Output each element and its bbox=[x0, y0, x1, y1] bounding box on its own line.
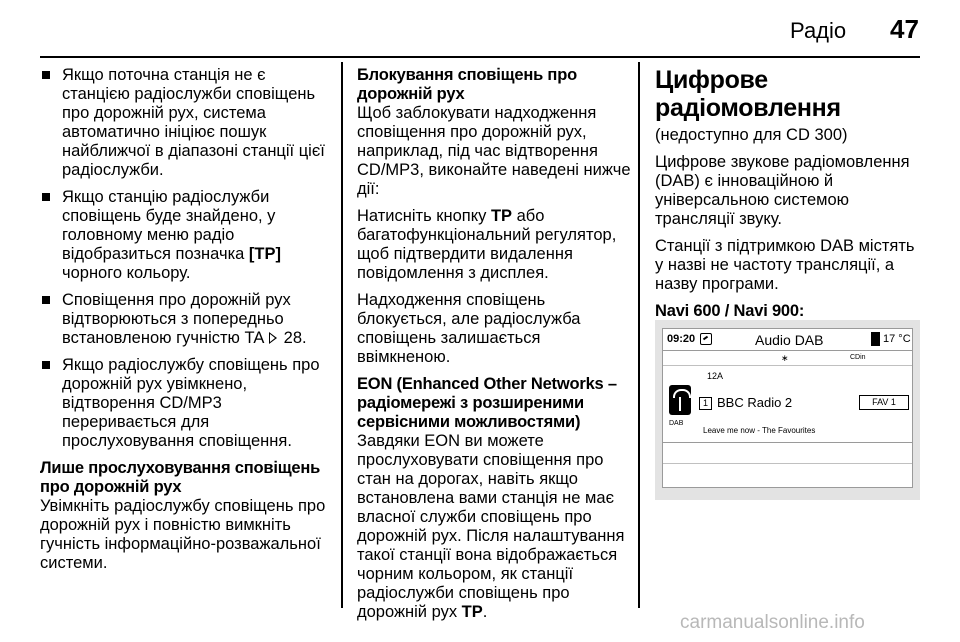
sub-heading: Лише прослуховування сповіщень про дорожній рух bbox=[40, 459, 321, 496]
tp-label: TP bbox=[461, 603, 483, 621]
bullet-list bbox=[40, 66, 332, 451]
bullet-text: Якщо поточна станція не є станцією радіослужби сповіщень про дорожній рух, система автоматично ініціює пошук найближчої в діапазоні станції цієї радіослужби. bbox=[62, 66, 325, 179]
screen-divider bbox=[663, 463, 912, 464]
paragraph: Надходження сповіщень блокується, але радіослужба сповіщень залишається ввімкненою. bbox=[357, 291, 581, 366]
page-number: 47 bbox=[890, 14, 919, 44]
header-rule bbox=[40, 56, 920, 58]
text: . bbox=[482, 603, 488, 621]
section-title: Радіо bbox=[790, 18, 847, 43]
dab-label: DAB bbox=[669, 420, 684, 427]
column-2 bbox=[357, 66, 632, 630]
bullet-item bbox=[40, 188, 332, 283]
column-divider-1 bbox=[341, 62, 343, 608]
screen-time: 09:20 bbox=[667, 333, 696, 345]
page-reference-icon bbox=[270, 333, 277, 343]
paragraph: Станції з підтримкою DAB містять у назві не частоту трансляції, а назву програми. bbox=[655, 237, 915, 293]
screen-title: Audio DAB bbox=[755, 332, 824, 348]
paragraph bbox=[357, 207, 632, 283]
bullet-text: 28. bbox=[279, 329, 307, 347]
watermark: carmanualsonline.info bbox=[680, 612, 865, 633]
radio-text: Leave me now - The Favourites bbox=[703, 426, 816, 435]
phone-icon bbox=[871, 332, 880, 346]
sub-heading: Блокування сповіщень про дорожній рух bbox=[357, 66, 577, 103]
paragraph: Увімкніть радіослужбу сповіщень про дорожній рух і повністю вимкніть гучність інформаційно-розважальної системи. bbox=[40, 497, 326, 572]
paragraph: Цифрове звукове радіомовлення (DAB) є інноваційною й універсальною системою трансляції звуку. bbox=[655, 153, 910, 228]
screen-temperature: 17 °C bbox=[883, 333, 911, 345]
bullet-text: Сповіщення про дорожній рух відтворюються з попередньо встановленою гучністю TA bbox=[62, 291, 291, 347]
bullet-item bbox=[40, 356, 332, 451]
text: Завдяки EON ви можете прослуховувати сповіщення про стан на дорогах, навіть якщо встановлена вами станція не має власної служби сповіщень про дорожній рух. Після налаштування такої станції вона відображається чорним кольором, як станції радіослужби сповіщень про дорожній рух bbox=[357, 432, 625, 621]
bullet-text: чорного кольору. bbox=[62, 264, 191, 282]
frequency-label: 12A bbox=[707, 371, 724, 381]
text: Натисніть кнопку bbox=[357, 207, 491, 225]
paragraph bbox=[357, 432, 632, 622]
paragraph: (недоступно для CD 300) bbox=[655, 126, 848, 144]
screen-display bbox=[662, 328, 913, 488]
page-header bbox=[0, 0, 960, 58]
bullet-item bbox=[40, 291, 332, 348]
fav-button: FAV 1 bbox=[859, 395, 909, 410]
column-1 bbox=[40, 66, 332, 581]
station-name: BBC Radio 2 bbox=[717, 395, 793, 410]
cdin-label: CDin bbox=[850, 354, 866, 361]
dab-screen-illustration bbox=[655, 320, 920, 500]
preset-number: 1 bbox=[699, 397, 712, 410]
text: або багатофункціональний регулятор, щоб підтвердити видалення повідомлення з дисплея. bbox=[357, 207, 617, 282]
sub-heading: EON (Enhanced Other Networks – радіомережі з розширеними сервісними можливостями) bbox=[357, 375, 617, 431]
screen-top-bar bbox=[663, 329, 912, 351]
figure-caption: Navi 600 / Navi 900: bbox=[655, 302, 805, 320]
clock-icon bbox=[700, 333, 712, 345]
bluetooth-icon: ∗ bbox=[781, 353, 789, 363]
tp-button-label: TP bbox=[490, 207, 513, 225]
column-3 bbox=[655, 66, 925, 321]
paragraph: Щоб заблокувати надходження сповіщення про дорожній рух, наприклад, під час відтворення CD/MP3, виконайте наведені нижче дії: bbox=[357, 104, 631, 198]
antenna-icon bbox=[669, 385, 691, 415]
bullet-text: Якщо станцію радіослужби сповіщень буде знайдено, у головному меню радіо відобразиться позначка bbox=[62, 188, 276, 263]
bullet-text: Якщо радіослужбу сповіщень про дорожній рух увімкнено, відтворення CD/MP3 переривається для прослуховування сповіщення. bbox=[62, 356, 320, 450]
section-heading: Цифрове радіомовлення bbox=[655, 66, 841, 122]
bullet-item bbox=[40, 66, 332, 180]
column-divider-2 bbox=[638, 62, 640, 608]
screen-sub-bar bbox=[663, 352, 912, 366]
tp-indicator: [TP] bbox=[248, 245, 281, 263]
screen-divider bbox=[663, 442, 912, 443]
